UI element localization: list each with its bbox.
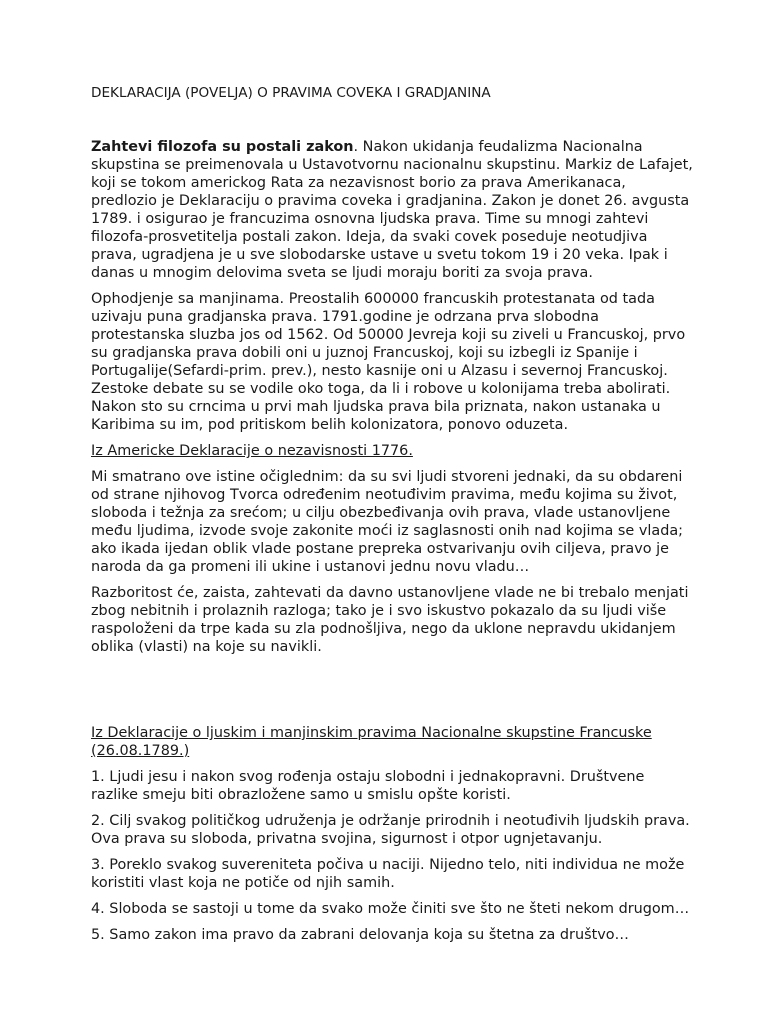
heading-american-declaration: Iz Americke Deklaracije o nezavisnosti 1776. — [91, 443, 413, 459]
list-item-1: 1. Ljudi jesu i nakon svog rođenja ostaju slobodni i jednakopravni. Društvene razlike smeju biti obrazložene samo u smislu opšte koristi. — [91, 769, 645, 803]
document-title: DEKLARACIJA (POVELJA) O PRAVIMA COVEKA I GRADJANINA — [91, 85, 491, 101]
intro-body: . Nakon ukidanja feudalizma Nacionalna skupstina se preimenovala u Ustavotvornu nacionalnu skupstinu. Markiz de Lafajet, koji se tokom americkog Rata za nezavisnost borio za prava Amerikanaca, predlozio je Deklaraciju o pravima coveka i gradjanina. Zakon je donet 26. avgusta 1789. i osigurao je francuzima osnovna ljudska prava. Time su mnogi zahtevi filozofa-prosvetitelja postali zakon. Ideja, da svaki covek poseduje neotudjiva prava, ugradjena je u sve slobodarske ustave u svetu tokom 19 i 20 veka. Ipak i danas u mnogim delovima sveta se ljudi moraju boriti za svoja prava. — [91, 139, 693, 281]
heading-french-declaration: Iz Deklaracije o ljuskim i manjinskim pravima Nacionalne skupstine Francuske (26.08.1789.) — [91, 725, 652, 759]
list-item-4: 4. Sloboda se sastoji u tome da svako može činiti sve što ne šteti nekom drugom… — [91, 901, 690, 917]
list-item-3: 3. Poreklo svakog suvereniteta počiva u naciji. Nijedno telo, niti individua ne može koristiti vlast koja ne potiče od njih samih. — [91, 857, 685, 891]
paragraph-american-quote-2: Razboritost će, zaista, zahtevati da davno ustanovljene vlade ne bi trebalo menjati zbog nebitnih i prolaznih razloga; tako je i svo iskustvo pokazalo da su ljudi više raspoloženi da trpe kada su zla podnošljiva, nego da uklone nepravdu ukidanjem oblika (vlasti) na koje su navikli. — [91, 585, 689, 655]
list-item-5: 5. Samo zakon ima pravo da zabrani delovanja koja su štetna za društvo… — [91, 927, 629, 943]
intro-lead: Zahtevi filozofa su postali zakon — [91, 139, 354, 155]
paragraph-minorities: Ophodjenje sa manjinama. Preostalih 600000 francuskih protestanata od tada uzivaju puna gradjanska prava. 1791.godine je odrzana prva slobodna protestanska sluzba jos od 1562. Od 50000 Jevreja koji su ziveli u Francuskoj, prvo su gradjanska prava dobili oni u juznoj Francuskoj, koji su izbegli iz Spanije i Portugalije(Sefardi-prim. prev.), nesto kasnije oni u Alzasu i severnoj Francuskoj. Zestoke debate su se vodile oko toga, da li i robove u kolonijama treba abolirati. Nakon sto su crncima u prvi mah ljudska prava bila priznata, nakon ustanaka u Karibima su im, pod pritiskom belih kolonizatora, ponovo oduzeta. — [91, 291, 686, 433]
spacer — [91, 664, 693, 724]
paragraph-intro — [91, 138, 693, 282]
paragraph-american-quote-1: Mi smatrano ove istine očiglednim: da su svi ljudi stvoreni jednaki, da su obdareni od strane njihovog Tvorca određenim neotuđivim pravima, među kojima su život, sloboda i težnja za srećom; u cilju obezbeđivanja ovih prava, vlade ustanovljene među ljudima, izvode svoje zakonite moći iz saglasnosti onih nad kojima se vlada; ako ikada ijedan oblik vlade postane prepreka ostvarivanju ovih ciljeva, pravo je naroda da ga promeni ili ukine i ustanovi jednu novu vladu… — [91, 469, 683, 575]
list-item-2: 2. Cilj svakog političkog udruženja je održanje prirodnih i neotuđivih ljudskih prava. Ova prava su sloboda, privatna svojina, sigurnost i otpor ugnjetavanju. — [91, 813, 690, 847]
document-page — [91, 84, 693, 952]
